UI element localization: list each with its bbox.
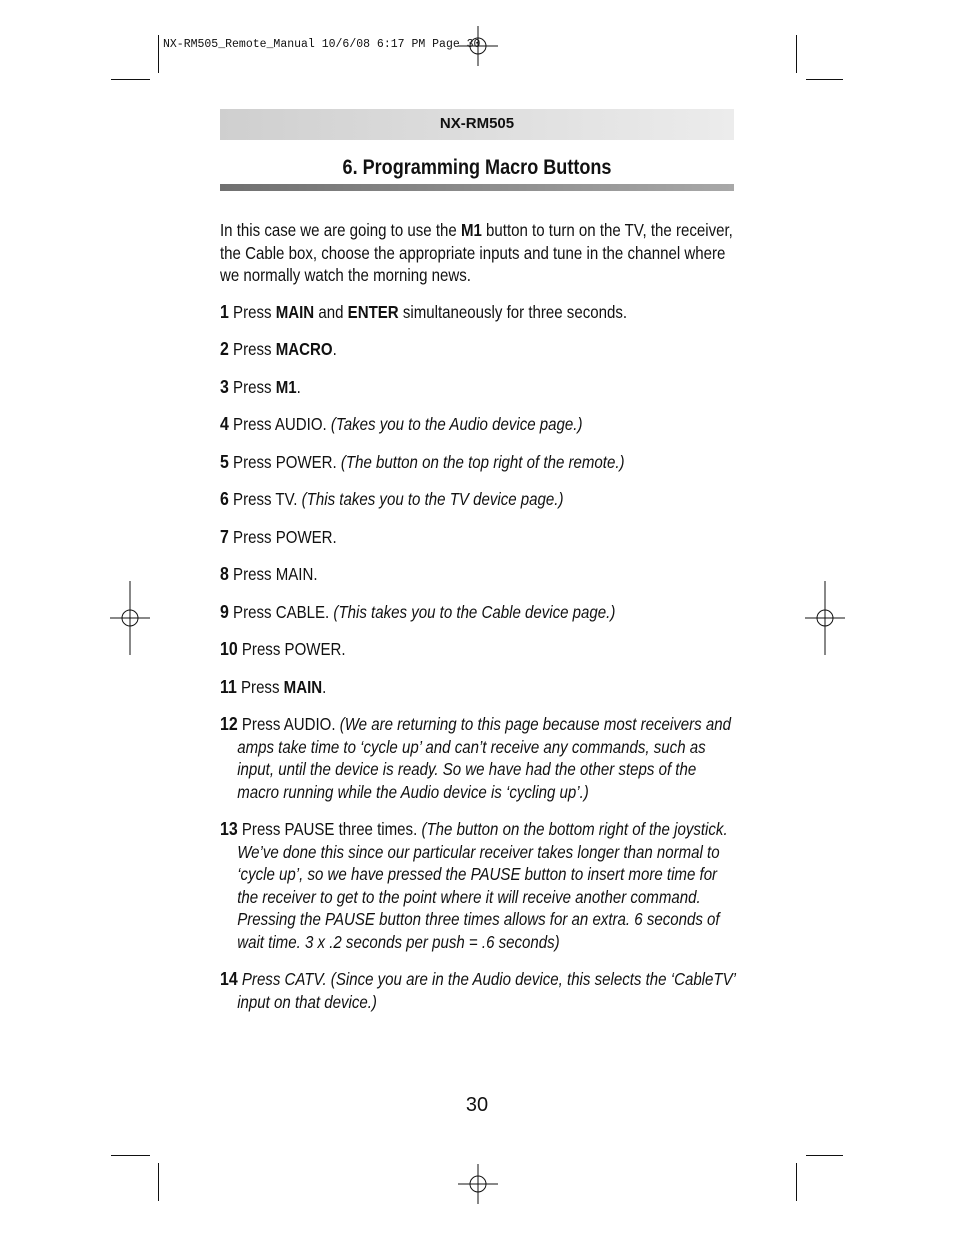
step-number: 13 bbox=[220, 818, 238, 839]
section-rule bbox=[220, 184, 734, 191]
step-text: Press AUDIO. bbox=[233, 414, 331, 434]
step-text: Press POWER. bbox=[241, 639, 346, 659]
step-keyword: MAIN bbox=[283, 676, 323, 697]
step-item bbox=[220, 338, 736, 361]
step-item bbox=[220, 451, 736, 474]
step-item bbox=[220, 488, 736, 511]
step-text: Press TV. bbox=[233, 489, 302, 509]
step-number: 9 bbox=[220, 600, 229, 622]
intro-text: In this case we are going to use the bbox=[220, 220, 461, 240]
step-text: Press POWER. bbox=[233, 451, 341, 472]
step-item bbox=[220, 676, 736, 699]
step-number: 7 bbox=[220, 525, 229, 547]
step-note: (The button on the bottom right of the joystick. We’ve done this since our particular receiver takes longer than normal to ‘cycle up’, so we have pressed the PAUSE button to insert more time for the receiver to get to the point where it will receive another command. Pressing the PAUSE button three times allows for an extra. 6 seconds of wait time. 3 x .2 seconds per push = .6 seconds) bbox=[237, 819, 728, 952]
step-text: Press AUDIO. bbox=[241, 714, 340, 734]
crop-mark bbox=[158, 1163, 159, 1201]
crop-mark bbox=[111, 79, 150, 80]
crop-mark bbox=[796, 1163, 797, 1201]
step-text: Press bbox=[233, 301, 276, 322]
step-note: (The button on the top right of the remote.) bbox=[340, 451, 625, 472]
registration-mark-icon bbox=[458, 1164, 498, 1204]
step-keyword: MAIN bbox=[275, 301, 315, 322]
step-text: . bbox=[296, 376, 301, 397]
intro-bold: M1 bbox=[460, 220, 482, 240]
registration-mark-icon bbox=[458, 26, 498, 66]
registration-mark-icon bbox=[110, 581, 150, 655]
crop-mark bbox=[111, 1155, 150, 1156]
crop-mark bbox=[158, 35, 159, 73]
step-text: Press MAIN. bbox=[233, 564, 318, 584]
step-number: 3 bbox=[220, 375, 229, 397]
step-number: 12 bbox=[220, 713, 238, 734]
step-item bbox=[220, 376, 736, 399]
step-text: Press bbox=[241, 676, 284, 697]
step-item bbox=[220, 301, 736, 324]
step-number: 8 bbox=[220, 563, 229, 584]
step-number: 2 bbox=[220, 338, 229, 359]
step-item bbox=[220, 601, 736, 624]
step-note: (This takes you to the TV device page.) bbox=[301, 489, 564, 509]
step-note: Press CATV. (Since you are in the Audio device, this selects the ‘CableTV’ input on that device.) bbox=[237, 969, 736, 1012]
step-number: 10 bbox=[220, 638, 238, 659]
intro-text: button to turn on the TV, the receiver, the Cable box, choose the appropriate inputs and tune in the channel where we normally watch the morning news. bbox=[220, 220, 733, 285]
step-number: 11 bbox=[220, 675, 237, 697]
step-item bbox=[220, 563, 736, 586]
page-number: 30 bbox=[465, 1094, 489, 1116]
step-text: Press bbox=[233, 376, 276, 397]
step-note: (This takes you to the Cable device page.) bbox=[333, 601, 616, 622]
step-text: Press PAUSE three times. bbox=[241, 819, 422, 839]
step-text: and bbox=[314, 301, 348, 322]
step-note: (We are returning to this page because most receivers and amps take time to ‘cycle up’ and can’t receive any commands, such as input, until the device is ready. So we have had the other steps of the macro running while the Audio device is ‘cycling up’.) bbox=[237, 714, 731, 802]
model-name: NX-RM505 bbox=[439, 115, 515, 132]
crop-mark bbox=[806, 79, 843, 80]
step-number: 5 bbox=[220, 450, 229, 472]
step-list bbox=[220, 301, 736, 1014]
step-text: Press POWER. bbox=[233, 526, 337, 547]
step-keyword: M1 bbox=[275, 376, 297, 397]
step-note: (Takes you to the Audio device page.) bbox=[330, 414, 583, 434]
crop-mark bbox=[796, 35, 797, 73]
step-number: 14 bbox=[220, 968, 238, 989]
step-number: 1 bbox=[220, 300, 229, 322]
registration-mark-icon bbox=[805, 581, 845, 655]
step-text: . bbox=[322, 676, 327, 697]
step-keyword: MACRO bbox=[275, 339, 333, 359]
step-text: . bbox=[332, 339, 337, 359]
step-number: 6 bbox=[220, 488, 229, 509]
step-item bbox=[220, 818, 736, 953]
step-item bbox=[220, 526, 736, 549]
step-item bbox=[220, 413, 736, 436]
step-number: 4 bbox=[220, 413, 229, 434]
section-title: 6. Programming Macro Buttons bbox=[342, 156, 612, 179]
instructions-body bbox=[220, 219, 736, 1028]
print-slug: NX-RM505_Remote_Manual 10/6/08 6:17 PM Page 30 bbox=[163, 38, 481, 51]
step-item bbox=[220, 968, 736, 1013]
running-header bbox=[220, 109, 734, 140]
step-item bbox=[220, 638, 736, 661]
step-item bbox=[220, 713, 736, 803]
intro-paragraph bbox=[220, 219, 736, 287]
crop-mark bbox=[806, 1155, 843, 1156]
step-text: simultaneously for three seconds. bbox=[398, 301, 628, 322]
step-text: Press bbox=[233, 339, 276, 359]
step-text: Press CABLE. bbox=[233, 601, 334, 622]
step-keyword: ENTER bbox=[347, 301, 399, 322]
